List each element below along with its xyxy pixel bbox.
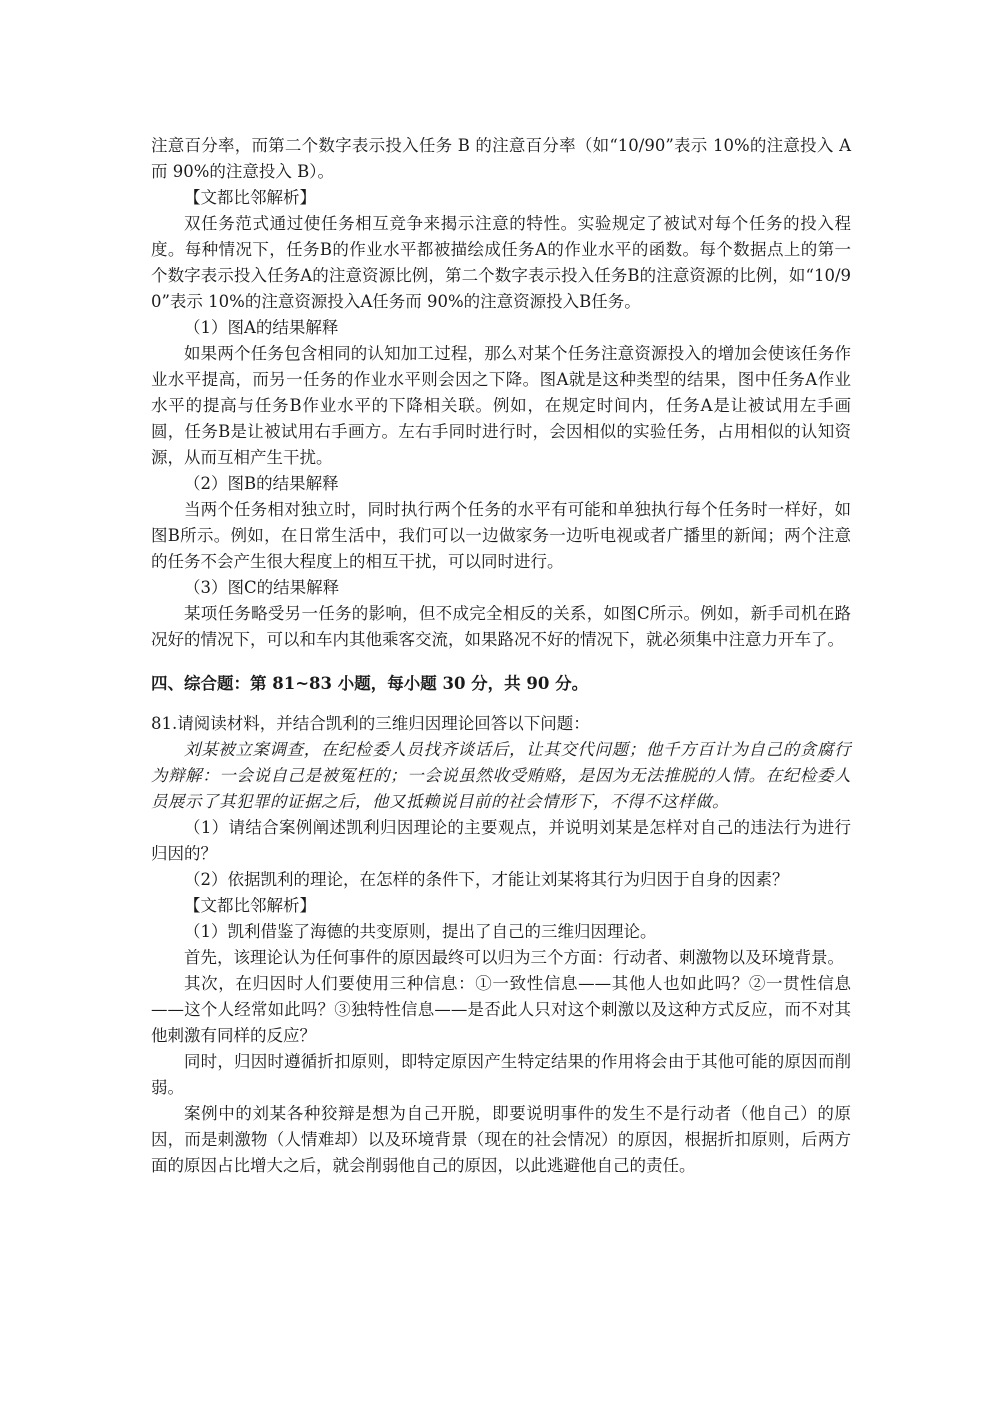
analysis-paragraph: 案例中的刘某各种狡辩是想为自己开脱，即要说明事件的发生不是行动者（他自己）的原因，而是刺激物（人情难却）以及环境背景（现在的社会情况）的原因，根据折扣原则，后两方面的原因占比增大之后，就会削弱他自己的原因，以此逃避他自己的责任。	[151, 1104, 851, 1175]
paragraph-figure-a: 如果两个任务包含相同的认知加工过程，那么对某个任务注意资源投入的增加会使该任务作业水平提高，而另一任务的作业水平则会因之下降。图A就是这种类型的结果，图中任务A作业水平的提高与任务B作业水平的下降相关联。例如，在规定时间内，任务A是让被试用左手画圆，任务B是让被试用右手画方。左右手同时进行时，会因相似的实验任务，占用相似的认知资源，从而互相产生干扰。	[151, 344, 851, 467]
analysis-paragraph: 首先，该理论认为任何事件的原因最终可以归为三个方面：行动者、刺激物以及环境背景。	[184, 948, 844, 967]
analysis-paragraph: （1）凯利借鉴了海德的共变原则，提出了自己的三维归因理论。	[184, 922, 657, 941]
question-analysis-heading: 【文都比邻解析】	[184, 896, 316, 915]
subheading-figure-b: （2）图B的结果解释	[184, 474, 339, 493]
question-material: 刘某被立案调查，在纪检委人员找齐谈话后，让其交代问题；他千方百计为自己的贪腐行为辩解：一会说自己是被冤枉的；一会说虽然收受贿赂，是因为无法推脱的人情。在纪检委人员展示了其犯罪的证据之后，他又抵赖说目前的社会情形下，不得不这样做。	[151, 740, 851, 811]
paragraph-figure-c: 某项任务略受另一任务的影响，但不成完全相反的关系，如图C所示。例如，新手司机在路况好的情况下，可以和车内其他乘客交流，如果路况不好的情况下，就必须集中注意力开车了。	[151, 604, 851, 649]
sub-question-2: （2）依据凯利的理论，在怎样的条件下，才能让刘某将其行为归因于自身的因素？	[184, 870, 789, 889]
subheading-figure-c: （3）图C的结果解释	[184, 578, 340, 597]
subheading-figure-a: （1）图A的结果解释	[184, 318, 339, 337]
analysis-paragraph: 其次，在归因时人们要使用三种信息：①一致性信息——其他人也如此吗？②一贯性信息——这个人经常如此吗？③独特性信息——是否此人只对这个刺激以及这种方式反应，而不对其他刺激有同样的反应？	[151, 974, 851, 1045]
analysis-paragraph: 同时，归因时遵循折扣原则，即特定原因产生特定结果的作用将会由于其他可能的原因而削弱。	[151, 1052, 851, 1097]
paragraph-dual-task: 双任务范式通过使任务相互竞争来揭示注意的特性。实验规定了被试对每个任务的投入程度。每种情况下，任务B的作业水平都被描绘成任务A的作业水平的函数。每个数据点上的第一个数字表示投入任务A的注意资源比例，第二个数字表示投入任务B的注意资源的比例，如“10/90”表示 10%的注意资源投入A任务而 90%的注意资源投入B任务。	[151, 214, 851, 311]
section-title: 四、综合题：第 81~83 小题，每小题 30 分，共 90 分。	[151, 674, 589, 693]
paragraph-continuation: 注意百分率，而第二个数字表示投入任务 B 的注意百分率（如“10/90”表示 10%的注意投入 A 而 90%的注意投入 B）。	[151, 136, 851, 181]
document-page	[151, 133, 851, 1179]
paragraph-figure-b: 当两个任务相对独立时，同时执行两个任务的水平有可能和单独执行每个任务时一样好，如图B所示。例如，在日常生活中，我们可以一边做家务一边听电视或者广播里的新闻；两个注意的任务不会产生很大程度上的相互干扰，可以同时进行。	[151, 500, 851, 571]
question-stem: 81.请阅读材料，并结合凯利的三维归因理论回答以下问题：	[151, 714, 590, 733]
analysis-heading: 【文都比邻解析】	[184, 188, 316, 207]
sub-question-1: （1）请结合案例阐述凯利归因理论的主要观点，并说明刘某是怎样对自己的违法行为进行归因的？	[151, 818, 851, 863]
